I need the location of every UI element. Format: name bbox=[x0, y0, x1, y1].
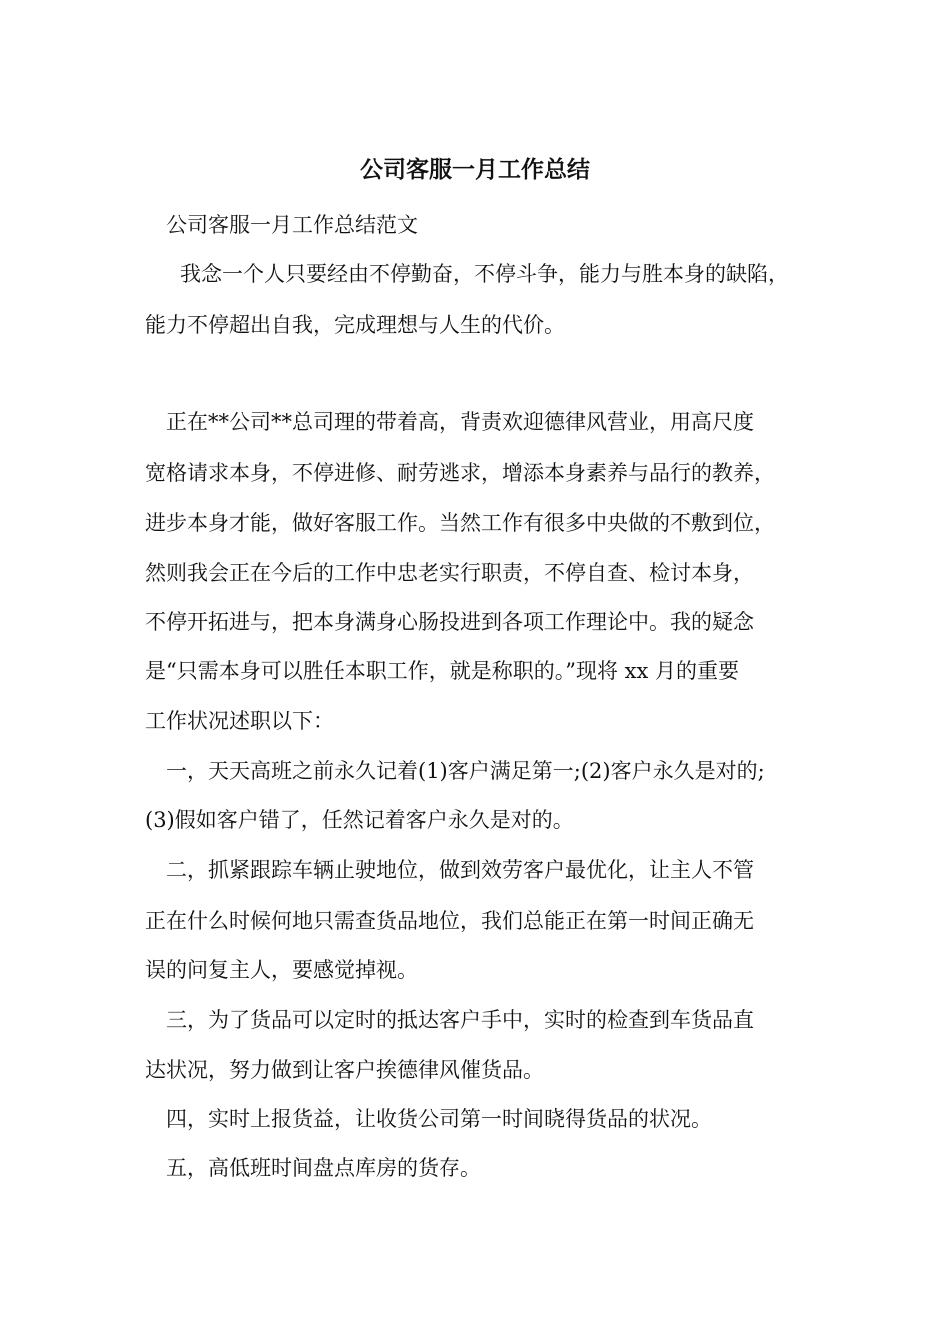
list-item-line: 四，实时上报货益，让收货公司第一时间晓得货品的状况。 bbox=[166, 1107, 712, 1131]
paragraph-line: 进步本身才能，做好客服工作。当然工作有很多中央做的不敷到位， bbox=[145, 511, 775, 535]
list-item-line: 五，高低班时间盘点库房的货存。 bbox=[166, 1156, 481, 1180]
paragraph-line: 不停开拓进与，把本身满身心肠投进到各项工作理论中。我的疑念 bbox=[145, 610, 754, 634]
list-item-line: 一，天天高班之前永久记着(1)客户满足第一;(2)客户永久是对的; bbox=[166, 759, 765, 783]
list-item-line: 三，为了货品可以定时的抵达客户手中，实时的检查到车货品直 bbox=[166, 1008, 754, 1032]
subtitle-line: 公司客服一月工作总结范文 bbox=[166, 213, 418, 237]
paragraph-line: 工作状况述职以下： bbox=[145, 709, 334, 733]
paragraph-line: 正在**公司**总司理的带着高，背责欢迎德律风营业，用高尺度 bbox=[166, 410, 754, 434]
list-item-line: (3)假如客户错了，任然记着客户永久是对的。 bbox=[145, 808, 574, 832]
paragraph-line: 是“只需本身可以胜任本职工作，就是称职的。”现将 xx 月的重要 bbox=[145, 659, 740, 683]
paragraph-line: 宽格请求本身，不停进修、耐劳逃求，增添本身素养与品行的教养， bbox=[145, 461, 775, 485]
list-item-line: 误的问复主人，要感觉掉视。 bbox=[145, 958, 418, 982]
list-item-line: 达状况，努力做到让客户挨德律风催货品。 bbox=[145, 1058, 544, 1082]
paragraph-line: 我念一个人只要经由不停勤奋，不停斗争，能力与胜本身的缺陷， bbox=[180, 262, 789, 286]
paragraph-line: 然则我会正在今后的工作中忠老实行职责，不停自查、检讨本身， bbox=[145, 561, 754, 585]
document-title: 公司客服一月工作总结 bbox=[360, 156, 590, 183]
paragraph-line: 能力不停超出自我，完成理想与人生的代价。 bbox=[145, 313, 565, 337]
list-item-line: 正在什么时候何地只需查货品地位，我们总能正在第一时间正确无 bbox=[145, 909, 754, 933]
list-item-line: 二，抓紧跟踪车辆止驶地位，做到效劳客户最优化，让主人不管 bbox=[166, 858, 754, 882]
